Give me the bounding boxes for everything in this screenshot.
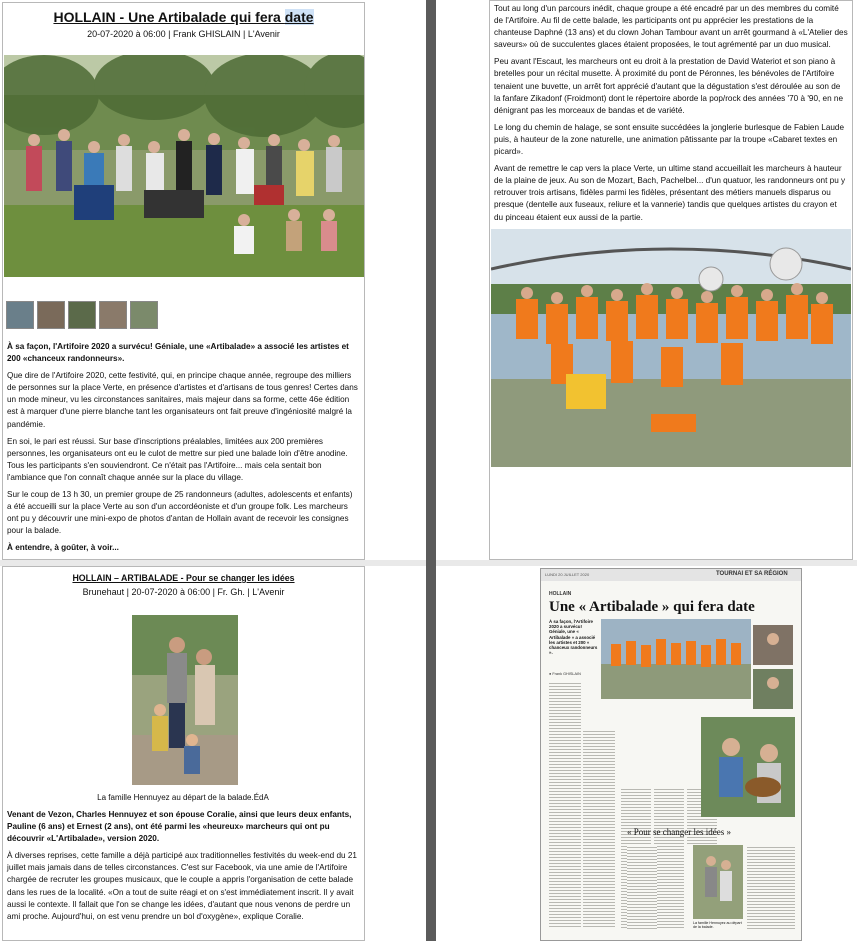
newspaper-text-column: [627, 845, 657, 929]
byline: 20-07-2020 à 06:00 | Frank GHISLAIN | L'Avenir: [87, 29, 280, 39]
thumbnail[interactable]: [68, 301, 96, 329]
newspaper-band-photo: [601, 619, 751, 699]
newspaper-headline: Une « Artibalade » qui fera date: [549, 599, 755, 615]
article-paragraph: Que dire de l'Artifoire 2020, cette festivité, qui, en principe chaque année, regroupe des milliers de personnes sur la place Verte, en présence d'artistes et d'artisans de tous genres! Certes dans un mode mineur, vu les circonstances sanitaires, mais majeur dans sa forme, cette 46e édition est à marquer d'une pierre blanche tant les organisateurs ont fait preuve d'ingéniosité malgré la pandémie.: [7, 371, 358, 429]
article-title: [3, 9, 364, 25]
article-paragraph: Sur le coup de 13 h 30, un premier groupe de 25 randonneurs (adultes, adolescents et enfants) a été accueilli sur la place Verte au son d'un accordéoniste et d'un groupe folk. Les marcheurs ont pu y découvrir une mini-expo de photos d'antan de Hollain avant de recevoir les consignes pour la balade.: [7, 490, 353, 536]
article-panel-top-left: [2, 2, 365, 560]
article-panel-bottom-left: [2, 566, 365, 941]
thumbnail[interactable]: [37, 301, 65, 329]
photo-caption: La famille Hennuyez au départ de la balade.ÉdA: [97, 793, 269, 802]
group-photo: [4, 55, 364, 277]
article-paragraph: Peu avant l'Escaut, les marcheurs ont eu droit à la prestation de David Wateriot et son piano à bretelles pour un récital musette. À proximité du pont de Péronnes, les bénévoles de l'Artifoire tenaient une buvette, un arrêt fort apprécié d'autant que la dégustation s'est déroulée au son de la fanfare Zikadonf (Froidmont) dont le répertoire aborde la pop/rock des années '70 à '90, en ne dénigrant pas les morceaux de bandas et de variété.: [494, 57, 844, 115]
title-text: HOLLAIN - Une Artibalade qui fera: [53, 9, 285, 25]
article-paragraph: En soi, le pari est réussi. Sur base d'inscriptions préalables, limitées aux 200 premières personnes, les organisateurs ont eu le culot de mettre sur pied une balade loin d'être anodine. Tous les participants s'en souviendront. Ce n'était pas l'Artifoire... mais cela sentait bon l'ambiance que l'on connaît chaque année sur la place du village.: [7, 436, 348, 482]
newspaper-text-column: [549, 681, 581, 929]
newspaper-family-photo: [693, 845, 743, 919]
newspaper-lead: À sa façon, l'Artifoire 2020 a survécu! Géniale, une « Artibalade » a associé les artistes et 200 « chanceux randonneurs ».: [549, 619, 598, 656]
thumbnail[interactable]: [6, 301, 34, 329]
newspaper-section: TOURNAI ET SA RÉGION: [716, 571, 788, 577]
newspaper-thumbnail: [753, 669, 793, 709]
article-intro: À sa façon, l'Artifoire 2020 a survécu! Géniale, une «Artibalade» a associé les artistes et 200 «chanceux randonneurs».: [7, 342, 349, 364]
thumbnail-strip: [6, 301, 158, 329]
article-paragraph: Tout au long d'un parcours inédit, chaque groupe a été encadré par un des membres du comité de l'Artifoire. Au fil de cette balade, les participants ont pu apprécier les prestations de la chanteuse Daphné (13 ans) et du clown Johan Tambour avant un arrêt gourmand à «L'Atelier des saveurs» où de succulentes glaces étaient proposées, le tout agrémenté par un duo musical.: [494, 4, 848, 50]
byline: Brunehaut | 20-07-2020 à 06:00 | Fr. Gh. | L'Avenir: [82, 587, 285, 597]
newspaper-date: LUNDI 20 JUILLET 2020: [545, 572, 590, 577]
title-highlight[interactable]: date: [284, 9, 314, 25]
thumbnail[interactable]: [130, 301, 158, 329]
article-title: HOLLAIN – ARTIBALADE - Pour se changer les idées: [72, 573, 295, 583]
band-photo: [491, 229, 851, 467]
newspaper-text-column: [747, 845, 795, 929]
newspaper-musician-photo: [701, 717, 795, 817]
newspaper-text-column: [583, 729, 615, 929]
article-panel-top-right: [489, 0, 853, 560]
article-intro: Venant de Vezon, Charles Hennuyez et son épouse Coralie, ainsi que leurs deux enfants, Pauline (6 ans) et Ernest (2 ans), ont été parmi les «heureux» marcheurs qui ont pu découvrir «L'Artibalade», version 2020.: [7, 810, 352, 844]
newspaper-text-column: [654, 787, 684, 929]
thumbnail[interactable]: [99, 301, 127, 329]
page-divider: [426, 0, 436, 941]
newspaper-caption: La famille Hennuyez au départ de la balade.: [693, 921, 742, 929]
article-paragraph: À diverses reprises, cette famille a déjà participé aux traditionnelles festivités du week-end du 21 juillet mais jamais dans de telles circonstances. C'est sur Facebook, via une amie de l'Artifoire chargée de recruter les groupes musicaux, que le couple a appris l'organisation de cette balade dans les rues de la localité. «On a tout de suite réagi et on s'est immédiatement inscrit. Il y avait aussi le contexte. Il fallait que l'on se change les idées, d'autant que nous venons de perdre un ami proche. Aujourd'hui, on est venu prendre un bol d'oxygène», explique Coralie.: [7, 851, 357, 921]
newspaper-thumbnail: [753, 625, 793, 665]
newspaper-scan: [540, 568, 802, 941]
article-paragraph: Le long du chemin de halage, se sont ensuite succédées la jonglerie burlesque de Fabien Laude puis, à hauteur de la zone naturelle, une animation pâtissante par la troupe «Cabaret textes en picard».: [494, 122, 845, 157]
article-subheading: À entendre, à goûter, à voir...: [7, 543, 119, 553]
newspaper-subheadline: « Pour se changer les idées »: [627, 827, 731, 837]
article-paragraph: Avant de remettre le cap vers la place Verte, un ultime stand accueillait les marcheurs à hauteur de la plaine de jeux. Au son de Mozart, Bach, Pachelbel... d'un quatuor, les randonneurs ont pu y retrouver trois artisans, fidèles parmi les fidèles, présentant des métiers manuels disparus ou presque (dentelle aux fuseaux, reliure et la vannerie) tandis que quelques artistes du crayon et du pinceau étaient eux aussi de la partie.: [494, 164, 846, 222]
family-photo: [132, 615, 238, 785]
newspaper-kicker: HOLLAIN: [549, 591, 572, 597]
newspaper-author: ● Frank GHISLAIN: [549, 672, 581, 676]
